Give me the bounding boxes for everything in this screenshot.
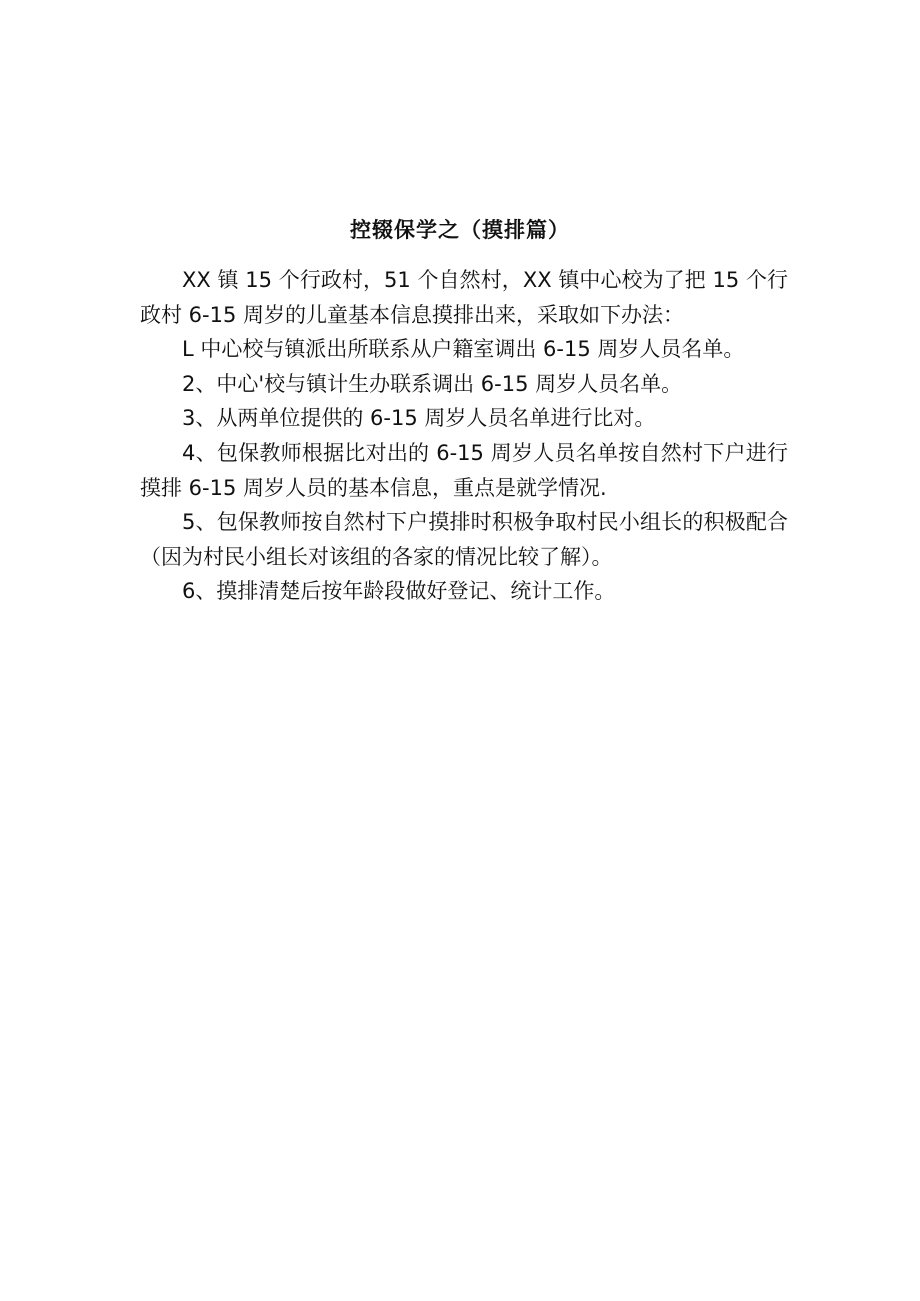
paragraph-step-1: L 中心校与镇派出所联系从户籍室调出 6-15 周岁人员名单。 <box>182 337 745 362</box>
document-title: 控辍保学之（摸排篇） <box>350 218 570 242</box>
paragraph-step-4: 4、包保教师根据比对出的 6-15 周岁人员名单按自然村下户进行摸排 6-15 周岁人员的基本信息，重点是就学情况. <box>140 440 788 500</box>
paragraph-intro: XX 镇 15 个行政村，51 个自然村，XX 镇中心校为了把 15 个行政村 6-15 周岁的儿童基本信息摸排出来，采取如下办法： <box>140 268 788 327</box>
paragraph-step-5: 5、包保教师按自然村下户摸排时积极争取村民小组长的积极配合（因为村民小组长对该组的各家的情况比较了解）。 <box>140 510 788 569</box>
paragraph-step-6: 6、摸排清楚后按年龄段做好登记、统计工作。 <box>182 579 616 604</box>
paragraph-step-2: 2、中心'校与镇计生办联系调出 6-15 周岁人员名单。 <box>182 371 683 396</box>
document-body <box>140 263 788 609</box>
paragraph-step-3: 3、从两单位提供的 6-15 周岁人员名单进行比对。 <box>182 406 656 431</box>
